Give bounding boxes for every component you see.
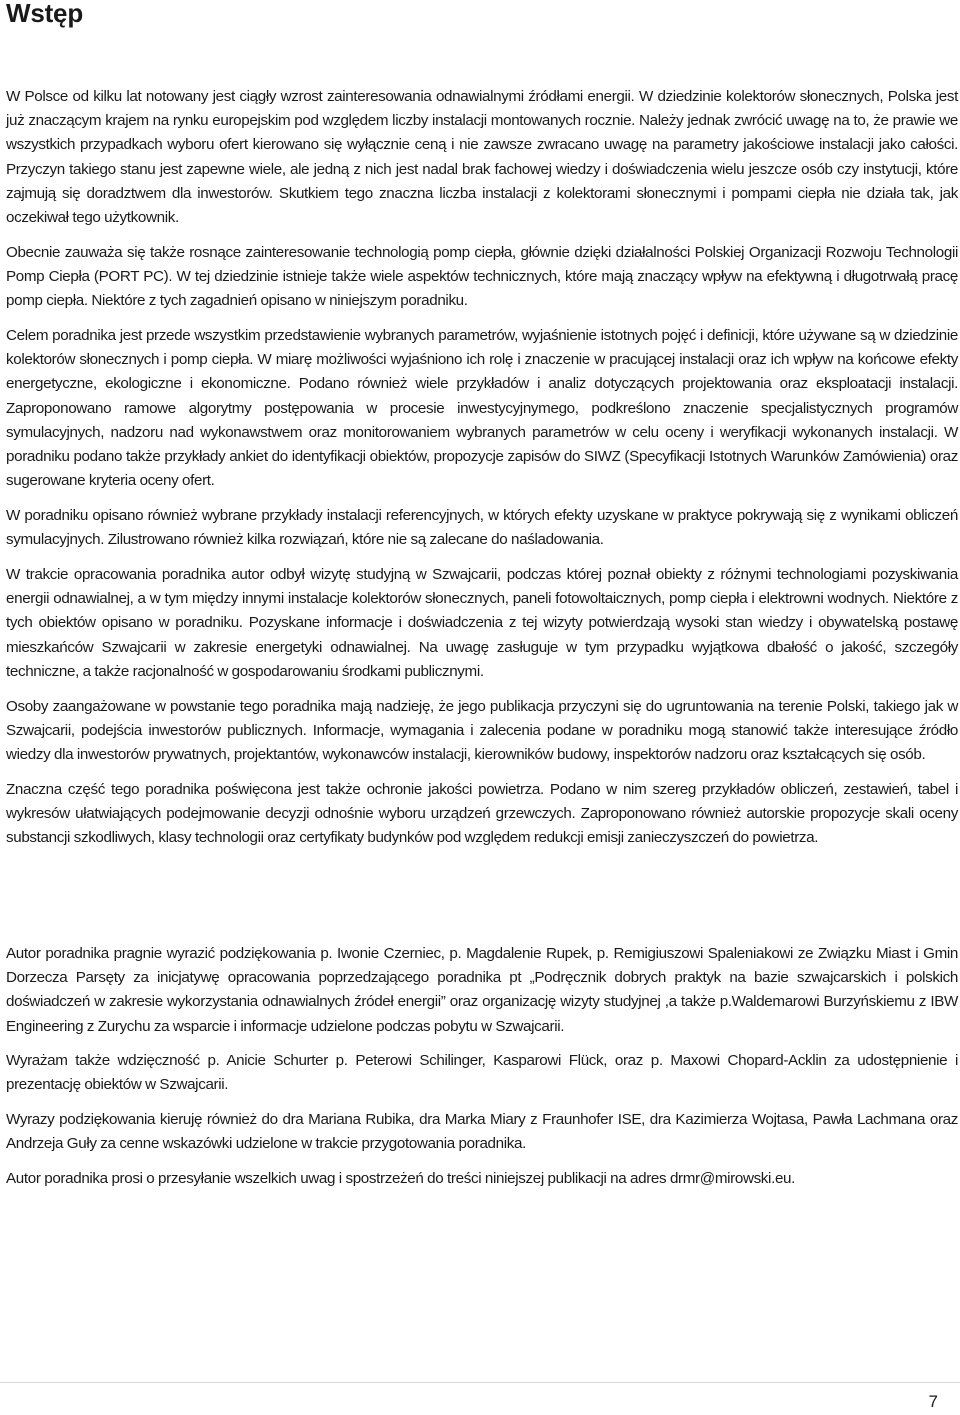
intro-paragraph: W Polsce od kilku lat notowany jest ciągły wzrost zainteresowania odnawialnymi źródłami energii. W dziedzinie kolektorów słonecznych, Polska jest już znaczącym krajem na rynku europejskim pod względem liczby instalacji montowanych rocznie. Należy jednak zwrócić uwagę na to, że prawie we wszystkich przypadkach wyboru ofert kierowano się wyłącznie ceną i nie zawsze zwracano uwagę na parametry jakościowe instalacji jako całości. Przyczyn takiego stanu jest zapewne wiele, ale jedną z nich jest nadal brak fachowej wiedzy i doświadczenia wielu jeszcze osób czy instytucji, które zajmują się doradztwem dla inwestorów. Skutkiem tego znaczna liczba instalacji z kolektorami słonecznymi i pompami ciepła nie działa tak, jak oczekiwał tego użytkownik.	[6, 88, 958, 227]
acknowledgements-section	[6, 942, 958, 1201]
purpose-paragraph: Celem poradnika jest przede wszystkim przedstawienie wybranych parametrów, wyjaśnienie istotnych pojęć i definicji, które używane są w dziedzinie kolektorów słonecznych i pomp ciepła. W miarę możliwości wyjaśniono ich rolę i znaczenie w pracującej instalacji oraz ich wpływ na końcowe efekty energetyczne, ekologiczne i ekonomiczne. Podano również wiele przykładów i analiz dotyczących projektowania oraz eksploatacji instalacji. Zaproponowano ramowe algorytmy postępowania w procesie inwestycyjnymego, podkreślono znaczenie specjalistycznych programów symulacyjnych, nadzoru nad wykonawstwem oraz monitorowaniem wybranych parametrów w celu oceny i weryfikacji wykonanych instalacji. W poradniku podano także przykłady ankiet do identyfikacji obiektów, propozycje zapisów do SIWZ (Specyfikacji Istotnych Warunków Zamówienia) oraz sugerowane kryteria oceny ofert.	[6, 327, 958, 490]
audience-paragraph: Osoby zaangażowane w powstanie tego poradnika mają nadzieję, że jego publikacja przyczyni się do ugruntowania na terenie Polski, takiego jak w Szwajcarii, podejścia inwestorów publicznych. Informacje, wymagania i zalecenia podane w poradniku mogą stanowić także interesujące źródło wiedzy dla inwestorów prywatnych, projektantów, wykonawców instalacji, kierowników budowy, inspektorów nadzoru oraz kształcących się osób.	[6, 697, 958, 764]
contact-paragraph: Autor poradnika prosi o przesyłanie wszelkich uwag i spostrzeżeń do treści niniejszej publikacji na adres drmr@mirowski.eu.	[6, 1169, 796, 1187]
acknowledgement-paragraph: Wyrażam także wdzięczność p. Anicie Schurter p. Peterowi Schilinger, Kasparowi Flück, oraz p. Maxowi Chopard-Acklin za udostępnienie i prezentację obiektów w Szwajcarii.	[6, 1052, 958, 1094]
main-text-section	[6, 85, 958, 861]
heat-pump-paragraph: Obecnie zauważa się także rosnące zainteresowanie technologią pomp ciepła, głównie dzięki działalności Polskiej Organizacji Rozwoju Technologii Pomp Ciepła (PORT PC). W tej dziedzinie istnieje także wiele aspektów technicznych, które mają znaczący wpływ na efektywną i długotrwałą pracę pomp ciepła. Niektóre z tych zagadnień opisano w niniejszym poradniku.	[6, 243, 958, 310]
page-title: Wstęp	[6, 0, 84, 28]
air-quality-paragraph: Znaczna część tego poradnika poświęcona jest także ochronie jakości powietrza. Podano w nim szereg przykładów obliczeń, zestawień, tabel i wykresów ułatwiających podejmowanie decyzji odnośnie wyboru urządzeń grzewczych. Zaproponowano również autorskie propozycje skali oceny substancji szkodliwych, klasy technologii oraz certyfikaty budynków pod względem redukcji emisji zanieczyszczeń do powietrza.	[6, 780, 958, 847]
page-number: 7	[928, 1392, 938, 1411]
acknowledgement-paragraph: Autor poradnika pragnie wyrazić podziękowania p. Iwonie Czerniec, p. Magdalenie Rupek, p. Remigiuszowi Spaleniakowi ze Związku Miast i Gmin Dorzecza Parsęty za inicjatywę opracowania poprzedzającego poradnika pt „Podręcznik dobrych praktyk na bazie szwajcarskich i polskich doświadczeń w zakresie wykorzystania odnawialnych źródeł energii” oraz organizację wizyty studyjnej ,a także p.Waldemarowi Burzyńskiemu z IBW Engineering z Zurychu za wsparcie i informacje udzielone podczas pobytu w Szwajcarii.	[6, 945, 958, 1035]
footer-divider	[0, 1382, 960, 1383]
reference-installations-paragraph: W poradniku opisano również wybrane przykłady instalacji referencyjnych, w których efekty uzyskane w praktyce pokrywają się z wynikami obliczeń symulacyjnych. Zilustrowano również kilka rozwiązań, które nie są zalecane do naśladowania.	[6, 507, 958, 549]
acknowledgement-paragraph: Wyrazy podziękowania kieruję również do dra Mariana Rubika, dra Marka Miary z Fraunhofer ISE, dra Kazimierza Wojtasa, Pawła Lachmana oraz Andrzeja Guły za cenne wskazówki udzielone w trakcie przygotowania poradnika.	[6, 1111, 958, 1153]
study-visit-paragraph: W trakcie opracowania poradnika autor odbył wizytę studyjną w Szwajcarii, podczas której poznał obiekty z różnymi technologiami pozyskiwania energii odnawialnej, a w tym między innymi instalacje kolektorów słonecznych, paneli fotowoltaicznych, pomp ciepła i elektrowni wodnych. Niektóre z tych obiektów opisano w poradniku. Pozyskane informacje i doświadczenia z tej wizyty potwierdzają wysoki stan wiedzy i obywatelską postawę mieszkańców Szwajcarii w zakresie energetyki odnawialnej. Na uwagę zasługuje w tym przypadku wyjątkowa dbałość o jakość, szczegóły techniczne, a także racjonalność w gospodarowaniu środkami publicznymi.	[6, 566, 958, 680]
